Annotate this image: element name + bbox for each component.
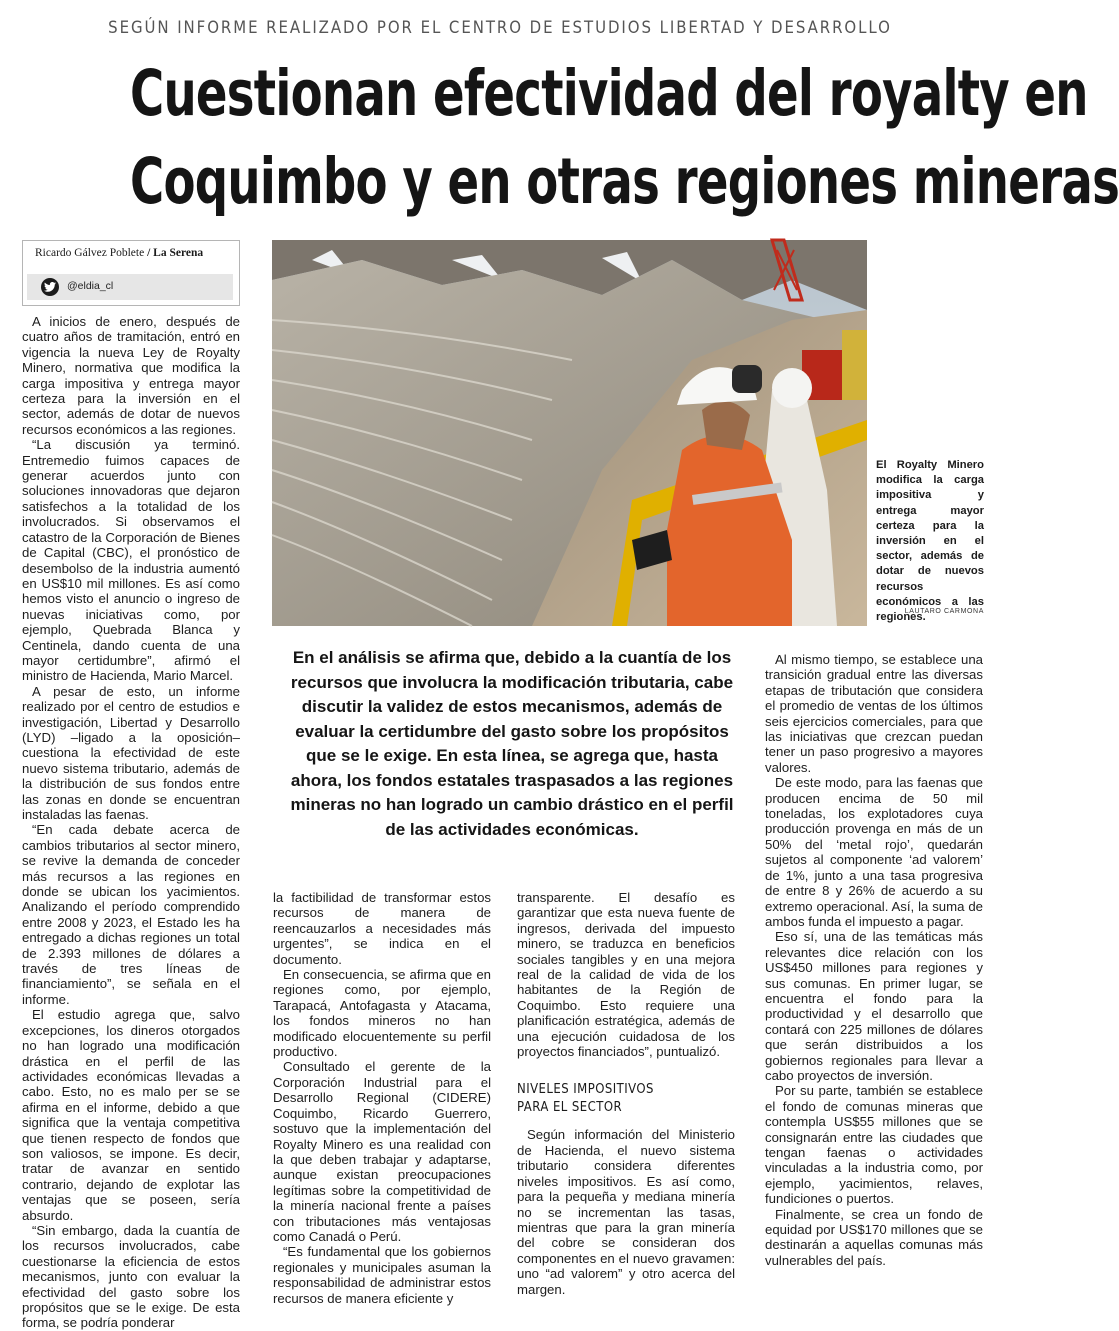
article-column-4 [765,652,983,1268]
article-kicker: SEGÚN INFORME REALIZADO POR EL CENTRO DE ESTUDIOS LIBERTAD Y DESARROLLO [108,18,892,38]
byline-separator: / [147,247,151,259]
author-name: Ricardo Gálvez Poblete [35,247,145,259]
mining-photo [272,240,867,626]
paragraph: De este modo, para las faenas que producen encima de 50 mil toneladas, los explotadores cuya producción provenga en más de un 50% del ‘metal rojo’, quedarán sujetos al componente ‘ad valorem’ de 1%, junto a una tasa progresiva de entre 8 y 26% de acuerdo a su extremo operacional. Así, la suma de ambos funda el impuesto a pagar. [765,775,983,929]
section-subhead [517,1081,713,1117]
paragraph: “La discusión ya terminó. Entremedio fuimos capaces de generar acuerdos junto con soluciones innovadoras que dejaron satisfechos a la totalidad de los involucrados. Si observamos el catastro de la Corporación de Bienes de Capital (CBC), el pronóstico de desembolso de la industria aumentó en US$10 mil millones. Es así como hemos visto el anuncio o ingreso de nuevas iniciativas como, por ejemplo, Quebrada Blanca y Centinela, dando cuenta de una mayor certidumbre”, afirmó el ministro de Hacienda, Mario Marcel. [22,437,240,684]
pull-quote: En el análisis se afirma que, debido a la cuantía de los recursos que involucra la modificación tributaria, cabe discutir la validez de estos mecanismos, además de evaluar la certidumbre del gasto sobre los propósitos que se le exige. En esta línea, se agrega que, hasta ahora, los fondos estatales traspasados a las regiones mineras no han logrado un cambio drástico en el perfil de las actividades económicas. [290,648,734,839]
paragraph: “Sin embargo, dada la cuantía de los recursos involucrados, cabe cuestionarse la eficiencia de estos mecanismos, junto con evaluar la efectividad del gasto sobre los propósitos que se le exige. De esta forma, se podría ponderar [22,1222,240,1331]
paragraph: Al mismo tiempo, se establece una transición gradual entre las diversas etapas de tributación que considera el promedio de ventas de los últimos seis ejercicios comerciales, para que las iniciativas que crezcan puedan tener un paso progresivo a mayores valores. [765,652,983,775]
subhead-line-1: NIVELES IMPOSITIVOS [517,1082,654,1098]
social-handle: @eldia_cl [67,280,114,292]
paragraph: Según información del Ministerio de Hacienda, el nuevo sistema tributario considera diferentes niveles impositivos. Es así como, para la pequeña y mediana minería no se incrementan las tasas, mientras que para la gran minería del cobre se consideran dos componentes en el nuevo gravamen: uno “ad valorem” y otro acerca del margen. [517,1127,735,1297]
byline-box [22,240,240,306]
headline-line-2: Coquimbo y en otras regiones mineras [130,145,1119,218]
twitter-icon [41,278,59,296]
paragraph: El estudio agrega que, salvo excepciones, los dineros otorgados no han logrado una modificación drástica en el perfil de las actividades económicas llevadas a cabo. Esto, no es malo per se se afirma en el informe, debido a que significa que la ventaja competitiva que tienen respecto de fondos que son valiosos, se impone. Es decir, tratar de avanzar en sentido contrario, dejando de explotar las ventajas que se poseen, sería absurdo. [22,1007,240,1223]
mine-scene-illustration [272,240,867,626]
paragraph: “Es fundamental que los gobiernos regionales y municipales asuman la responsabilidad de administrar estos recursos de manera eficiente y [273,1244,491,1306]
social-handle-bar[interactable] [27,274,233,300]
article-headline [130,50,1119,226]
article-column-3 [517,890,735,1297]
paragraph: “En cada debate acerca de cambios tributarios al sector minero, se revive la demanda de conceder más recursos a las regiones en donde se ubican los yacimientos. Analizando el período comprendido entre 2008 y 2023, el Estado les ha entregado a dichas regiones un total de 2.393 millones de dólares a través de tres líneas de financiamiento”, se señala en el informe. [22,822,240,1007]
headline-line-1: Cuestionan efectividad del royalty en [130,57,1088,130]
byline [35,247,235,259]
paragraph: A pesar de esto, un informe realizado por el centro de estudios e investigación, Libertad y Desarrollo (LYD) –ligado a la oposición– cuestiona la efectividad de este nuevo sistema tributario, además de la distribución de sus fondos entre las zonas en donde se encuentran instaladas las faenas. [22,683,240,822]
paragraph: Finalmente, se crea un fondo de equidad por US$170 millones que se destinarán a aquellas comunas más vulnerables del país. [765,1206,983,1268]
paragraph: En consecuencia, se afirma que en regiones como, por ejemplo, Tarapacá, Antofagasta y Atacama, los fondos mineros no han modificado elocuentemente su perfil productivo. [273,967,491,1060]
paragraph: transparente. El desafío es garantizar que esta nueva fuente de ingresos, derivada del impuesto minero, se traduzca en beneficios sociales tangibles y en una mejora real de la calidad de vida de los habitantes de la Región de Coquimbo. Esto requiere una planificación estratégica, además de una ejecución cuidadosa de los proyectos financiados”, puntualizó. [517,890,735,1060]
subhead-line-2: PARA EL SECTOR [517,1100,623,1116]
paragraph: Consultado el gerente de la Corporación Industrial para el Desarrollo Regional (CIDERE) Coquimbo, Ricardo Guerrero, sostuvo que la implementación del Royalty Minero es una realidad con la que deben trabajar y adaptarse, aunque existan preocupaciones legítimas sobre la competitividad de la minería nacional frente a países con tributaciones más ventajosas como Canadá o Perú. [273,1059,491,1244]
photo-credit: LAUTARO CARMONA [904,608,984,615]
article-column-1 [22,314,240,1331]
article-column-2 [273,890,491,1306]
byline-location: La Serena [153,247,204,259]
paragraph: Por su parte, también se establece el fondo de comunas mineras que contempla US$55 millones que se consignarán entre las ciudades que tengan faenas o actividades vinculadas a la industria como, por ejemplo, yacimientos, relaves, fundiciones o puertos. [765,1083,983,1207]
photo-caption: El Royalty Minero modifica la carga impositiva y entrega mayor certeza para la inversión en el sector, además de dotar de nuevos recursos económicos a las regiones. [876,459,984,624]
paragraph: A inicios de enero, después de cuatro años de tramitación, entró en vigencia la nueva Ley de Royalty Minero, normativa que modifica la carga impositiva y entrega mayor certeza para la inversión en el sector, además de dotar de nuevos recursos económicos a las regiones. [22,314,240,437]
paragraph: Eso sí, una de las temáticas más relevantes dice relación con los US$450 millones para regiones y sus comunas. En primer lugar, se encuentra el fondo para la productividad y el desarrollo que contará con 225 millones de dólares que serán distribuidos a los gobiernos regionales para llevar a cabo proyectos de inversión. [765,929,983,1083]
paragraph: la factibilidad de transformar estos recursos de manera de reencauzarlos a necesidades más urgentes”, se indica en el documento. [273,890,491,967]
